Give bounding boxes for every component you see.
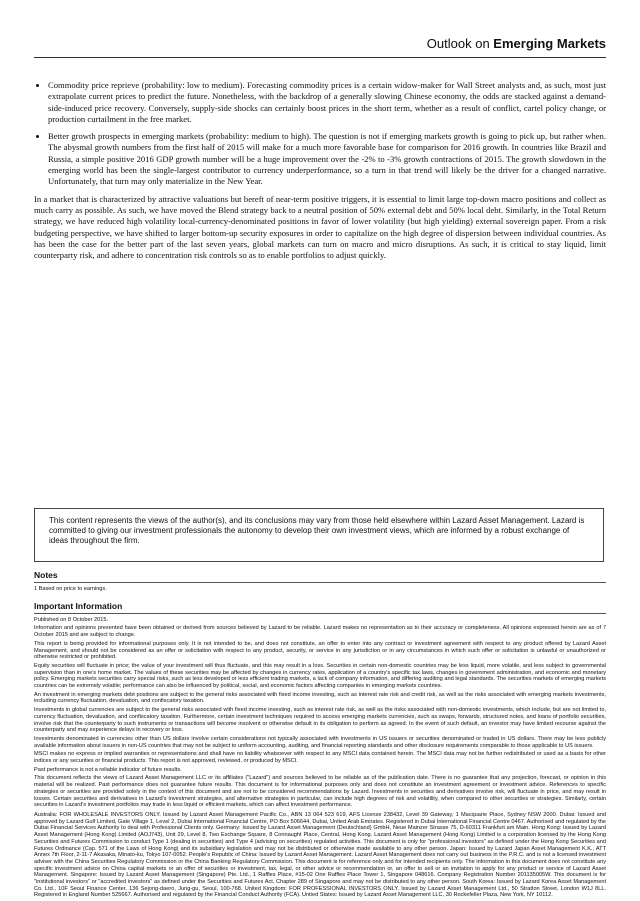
important-paragraph: Investments in global currencies are subject to the general risks associated with fixed income investing, such as interest rate risk, as well as the risks associated with non-domestic investments, which include, but are not limited to, currency fluctuation, devaluation, and confiscatory taxation. Furthermore, certain investment techniques required to access emerging markets currencies, such as swaps, forwards, structured notes, and loans of portfolio securities, involve risk that the counterparty to such instruments or transactions will become insolvent or otherwise default in its obligation to perform as agreed. In the event of such default, an investor may have limited recourse against the counterparty and may experience delays in recovery or loss. bbox=[34, 707, 606, 734]
header-title: Emerging Markets bbox=[493, 36, 606, 51]
header-prefix: Outlook on bbox=[426, 36, 490, 51]
strategy-paragraph: In a market that is characterized by attractive valuations but bereft of near-term positive triggers, it is essential to limit large top-down macro positions and collect as much carry as possible. As such, we have moved the Blend strategy back to a neutral position of 50% external debt and 50% local debt. Similarly, in the Total Return strategy, we have reduced high volatility local-currency-denominated positions in favor of lower volatility (but high yielding) external sovereign paper. From a risk budgeting perspective, we have shifted to larger bottom-up security exposures in order to capitalize on the high degree of dispersion between individual countries. As has been the case for the better part of the last seven years, global markets can turn on macro and micro disruptions. As such, it is critical to stay liquid, limit counterparty risk, and adhere to concentration risk controls so as to enable portfolios to adjust quickly. bbox=[34, 193, 606, 261]
important-paragraph: This document reflects the views of Lazard Asset Management LLC or its affiliates ("Lazard") and sources believed to be reliable as of the publication date. There is no guarantee that any projection, forecast, or opinion in this material will be realized. Past performance does not guarantee future results. This document is for informational purposes only and does not constitute an investment agreement or investment advice. References to specific strategies or securities are provided solely in the context of this document and are not to be considered recommendations by Lazard. Investments in securities and derivatives involve risk, will fluctuate in price, and may result in losses. Certain securities and derivatives in Lazard's investment strategies, and alternative strategies in particular, can include high degrees of risk and volatility, when compared to other securities or strategies. Similarly, certain securities in Lazard's investment portfolios may trade in less liquid or efficient markets, which can affect investment performance. bbox=[34, 775, 606, 809]
note-item: 1 Based on price to earnings. bbox=[34, 586, 107, 592]
jurisdictions-paragraph: Australia: FOR WHOLESALE INVESTORS ONLY. Issued by Lazard Asset Management Pacific Co., ABN 13 064 523 619, AFS License 238432, Level 39 Gateway, 1 Macquarie Place, Sydney NSW 2000. Dubai: Issued and approved by Lazard Gulf Limited, Gate Village 1, Level 2, Dubai International Financial Centre, PO Box 506644, Dubai, United Arab Emirates. Registered in Dubai International Financial Centre 0467. Authorised and regulated by the Dubai Financial Services Authority to deal with Professional Clients only. Germany: Issued by Lazard Asset Management (Deutschland) GmbH, Neue Mainzer Strasse 75, D-60311 Frankfurt am Main. Hong Kong: Issued by Lazard Asset Management (Hong Kong) Limited (AOJ743), Unit 29, Level 8, Two Exchange Square, 8 Connaught Place, Central, Hong Kong. Lazard Asset Management (Hong Kong) Limited is a corporation licensed by the Hong Kong Securities and Futures Commission to conduct Type 1 (dealing in securities) and Type 4 (advising on securities) regulated activities. This document is only for "professional investors" as defined under the Hong Kong Securities and Futures Ordinance (Cap. 571 of the Laws of Hong Kong) and its subsidiary legislation and may not be distributed or otherwise made available to any other person. Japan: Issued by Lazard Japan Asset Management K.K., ATT Annex 7th Floor, 2-11-7 Akasaka, Minato-ku, Tokyo 107-0052. People's Republic of China: Issued by Lazard Asset Management. Lazard Asset Management does not carry out business in the P.R.C. and is not a licensed investment adviser with the China Securities Regulatory Commission or the China Banking Regulatory Commission. This document is for reference only and for intended recipients only. The information in this document does not constitute any specific investment advice on China capital markets or an offer of securities or investment, tax, legal, or other advice or recommendation or, an offer to sell or an invitation to apply for any product or service of Lazard Asset Management. Singapore: Issued by Lazard Asset Management (Singapore) Pte. Ltd., 1 Raffles Place, #15-02 One Raffles Place Tower 1, Singapore 048616. Company Registration Number 201135005W. This document is for "institutional investors" or "accredited investors" as defined under the Securities and Futures Act, Chapter 289 of Singapore and may not be distributed to any other person. South Korea: Issued by Lazard Korea Asset Management Co. Ltd., 10F Seoul Finance Center, 136 Sejong-daero, Jung-gu, Seoul, 100-768. United Kingdom: FOR PROFESSIONAL INVESTORS ONLY. Issued by Lazard Asset Management Ltd., 50 Stratton Street, London W1J 8LL. Registered in England Number 525667. Authorised and regulated by the Financial Conduct Authority (FCA). United States: Issued by Lazard Asset Management LLC, 30 Rockefeller Plaza, New York, NY 10112. bbox=[34, 811, 606, 899]
bullet-text: Forecasting commodity prices is a certain widow-maker for Wall Street analysts and, as such, most just extrapolate current prices to predict the future. Nonetheless, with the backdrop of a generally slowing Chinese economy, the odds are stacked against a demand-side-induced price recovery. Conversely, supply-side shocks can certainly boost prices in the short term, whether as a result of conflict, cartel policy change, or production curtailment in the free market. bbox=[48, 80, 606, 124]
bullet-lead: Commodity price reprieve (probability: low to medium). bbox=[48, 80, 245, 90]
main-body bbox=[34, 80, 606, 261]
list-item bbox=[48, 131, 606, 187]
header-divider bbox=[34, 57, 606, 58]
important-paragraph: Investments denominated in currencies other than US dollars involve certain considerations not typically associated with investments in US issuers or securities denominated or traded in US dollars. There may be less publicly available information about issuers in non-US countries that may not be subject to uniform accounting, auditing, and financial reporting standards and other disclosure requirements comparable to those applicable to US issuers. bbox=[34, 735, 606, 749]
important-paragraph: MSCI makes no express or implied warranties or representations and shall have no liability whatsoever with respect to any MSCI data contained herein. The MSCI data may not be further redistributed or used as a basis for other indices or any securities or financial products. This report is not approved, reviewed, or produced by MSCI. bbox=[34, 751, 606, 765]
published-date: Published on 8 October 2015. bbox=[34, 616, 109, 623]
important-divider bbox=[34, 613, 606, 614]
important-paragraph: An investment in emerging markets debt positions are subject to the general risks associated with fixed income investing, such as interest rate risk and credit risk, as well as the risks associated with emerging markets investments, including currency fluctuation, devaluation, and confiscatory taxation. bbox=[34, 691, 606, 705]
important-paragraph: Information and opinions presented have been obtained or derived from sources believed by Lazard to be reliable. Lazard makes no representation as to their accuracy or completeness. All opinions expressed herein are as of 7 October 2015 and are subject to change. bbox=[34, 625, 606, 639]
important-paragraph: This report is being provided for informational purposes only. It is not intended to be, and does not constitute, an offer to enter into any contract or investment agreement with respect to any product offered by Lazard Asset Management, and should not be considered as an offer or solicitation with respect to any product, security, or service in any jurisdiction or in any circumstances in which such offer or solicitation is unlawful or unauthorized or otherwise restricted or prohibited. bbox=[34, 640, 606, 661]
list-item bbox=[48, 80, 606, 125]
notes-section bbox=[34, 570, 606, 901]
notes-divider bbox=[34, 582, 606, 583]
notes-title: Notes bbox=[34, 570, 58, 580]
bullet-text: The question is not if emerging markets growth is going to pick up, but rather when. The abysmal growth numbers from the first half of 2015 will make for a much more favorable base for comparison for 2016 growth. In countries like Brazil and Russia, a simple positive 2016 GDP growth number will be a huge improvement over the -2% to -3% growth contractions of 2015. The growth slowdown in the emerging world has been the single-largest contributor to currency underperformance, so a turn in that trend will likely be the driver for a changed narrative. Unfortunately, that turn may only materialize in the New Year. bbox=[48, 131, 607, 187]
important-paragraph: Past performance is not a reliable indicator of future results. bbox=[34, 766, 182, 773]
important-title: Important Information bbox=[34, 600, 123, 611]
important-paragraph: Equity securities will fluctuate in price; the value of your investment will thus fluctuate, and this may result in a loss. Securities in certain non-domestic countries may be less liquid, more volatile, and less subject to governmental supervision than in one's home market. The values of these securities may be affected by changes in currency rates, application of a country's specific tax laws, changes in government administration, and economic and monetary policy. Emerging markets securities carry special risks, such as less developed or less efficient trading markets, a lack of company information, and differing auditing and legal standards. The securities markets of emerging markets countries can be extremely volatile; performance can also be influenced by political, social, and economic factors affecting companies in emerging markets countries. bbox=[34, 662, 606, 690]
views-disclaimer-box: This content represents the views of the author(s), and its conclusions may vary from those held elsewhere within Lazard Asset Management. Lazard is committed to giving our investment professionals the autonomy to develop their own investment views, which are informed by a robust exchange of ideas throughout the firm. bbox=[34, 508, 604, 562]
bullet-list bbox=[34, 80, 606, 188]
page-header bbox=[427, 36, 606, 51]
bullet-lead: Better growth prospects in emerging markets (probability: medium to high). bbox=[48, 131, 312, 142]
